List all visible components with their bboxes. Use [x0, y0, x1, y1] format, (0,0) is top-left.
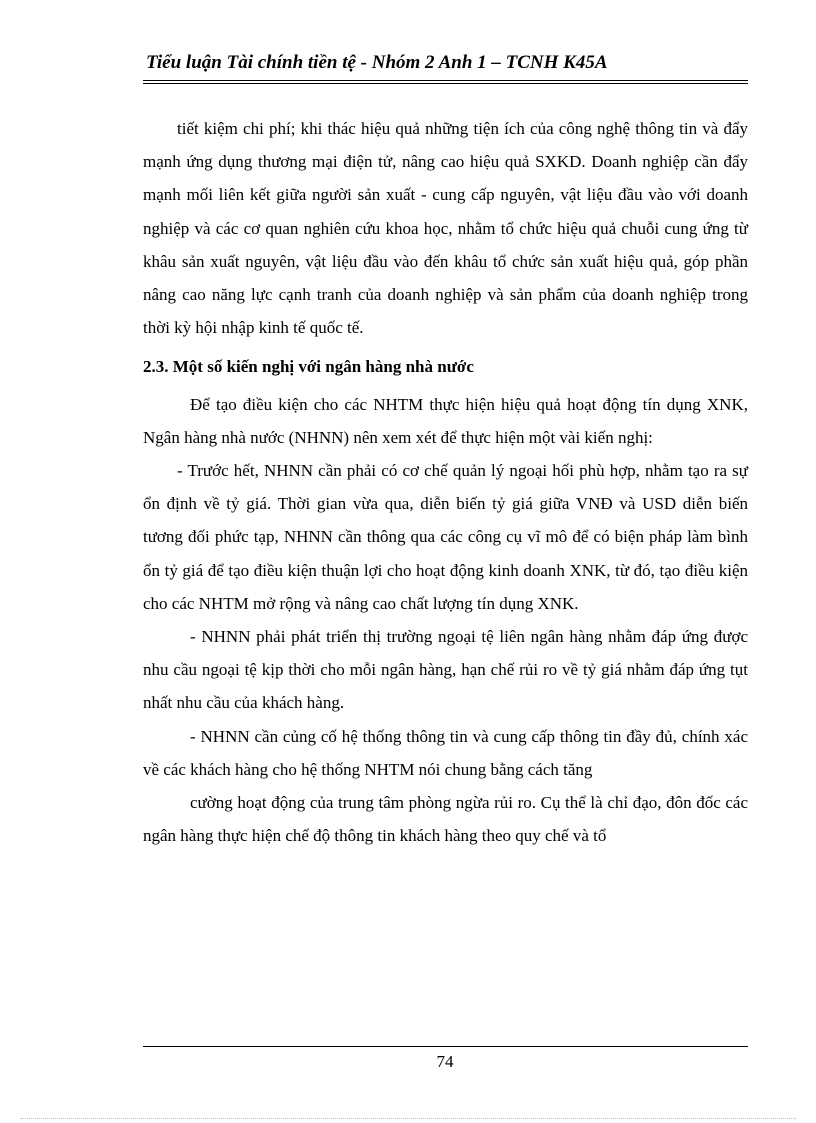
paragraph: tiết kiệm chi phí; khi thác hiệu quả những tiện ích của công nghệ thông tin và đẩy mạnh ứng dụng thương mại điện tử, nâng cao hiệu quả SXKD. Doanh nghiệp cần đẩy mạnh mối liên kết giữa người sản xuất - cung cấp nguyên, vật liệu đầu vào với doanh nghiệp và các cơ quan nghiên cứu khoa học, nhằm tổ chức hiệu quả chuỗi cung ứng từ khâu sản xuất nguyên, vật liệu đầu vào đến khâu tổ chức sản xuất hiệu quả, góp phần nâng cao năng lực cạnh tranh của doanh nghiệp và sản phẩm của doanh nghiệp trong thời kỳ hội nhập kinh tế quốc tế.: [143, 119, 748, 338]
body-text: [143, 112, 748, 852]
page-header: Tiểu luận Tài chính tiền tệ - Nhóm 2 Anh 1 – TCNH K45A: [146, 52, 608, 73]
page-bottom-border: [20, 1118, 796, 1119]
footer-rule: [143, 1046, 748, 1047]
page-number: 74: [436, 1052, 454, 1071]
section-heading: 2.3. Một số kiến nghị với ngân hàng nhà nước: [143, 357, 474, 377]
header-rule: [143, 80, 748, 84]
paragraph: - Trước hết, NHNN cần phải có cơ chế quản lý ngoại hối phù hợp, nhằm tạo ra sự ổn định về tỷ giá. Thời gian vừa qua, diễn biến tỷ giá giữa VNĐ và USD diễn biến tương đối phức tạp, NHNN cần thông qua các công cụ vĩ mô để có biện pháp làm bình ổn tỷ giá để tạo điều kiện thuận lợi cho hoạt động kinh doanh XNK, từ đó, tạo điều kiện cho các NHTM mở rộng và nâng cao chất lượng tín dụng XNK.: [143, 461, 748, 613]
paragraph: - NHNN phải phát triển thị trường ngoại tệ liên ngân hàng nhằm đáp ứng được nhu cầu ngoại tệ kịp thời cho mỗi ngân hàng, hạn chế rủi ro về tỷ giá nhằm đáp ứng tụt nhất nhu cầu của khách hàng.: [143, 627, 748, 713]
paragraph: - NHNN cần củng cố hệ thống thông tin và cung cấp thông tin đầy đủ, chính xác về các khách hàng cho hệ thống NHTM nói chung bằng cách tăng: [143, 726, 748, 779]
paragraph: cường hoạt động của trung tâm phòng ngừa rủi ro. Cụ thể là chỉ đạo, đôn đốc các ngân hàng thực hiện chế độ thông tin khách hàng theo quy chế và tổ: [143, 793, 748, 846]
paragraph: Để tạo điều kiện cho các NHTM thực hiện hiệu quả hoạt động tín dụng XNK, Ngân hàng nhà nước (NHNN) nên xem xét để thực hiện một vài kiến nghị:: [143, 394, 748, 447]
